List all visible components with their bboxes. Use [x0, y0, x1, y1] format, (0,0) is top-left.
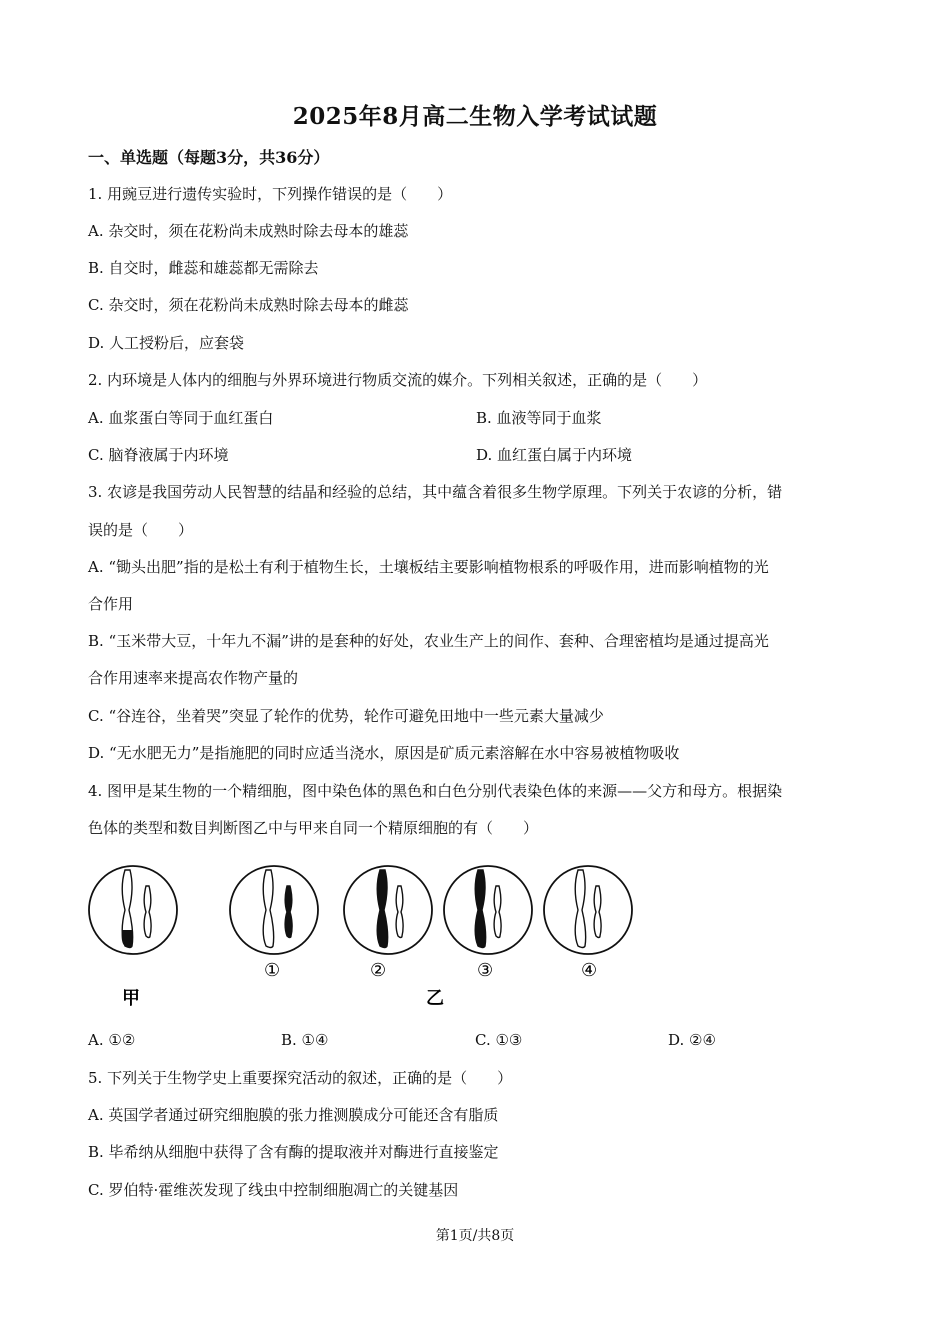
cell-4 [544, 866, 632, 954]
q4-stem-line2: 色体的类型和数目判断图乙中与甲来自同一个精原细胞的有（ ） [88, 819, 539, 837]
q5-option-a: A. 英国学者通过研究细胞膜的张力推测膜成分可能还含有脂质 [88, 1106, 499, 1124]
cell-3 [444, 866, 532, 954]
chromosome-figure [80, 856, 660, 1016]
q3-option-d: D. “无水肥无力”是指施肥的同时应适当浇水，原因是矿质元素溶解在水中容易被植物吸收 [88, 744, 680, 762]
q4-option-c: C. ①③ [475, 1031, 523, 1049]
q1-option-b: B. 自交时，雌蕊和雄蕊都无需除去 [88, 259, 319, 277]
cell-1 [230, 866, 318, 954]
cell-2 [344, 866, 432, 954]
q3-option-b-line1: B. “玉米带大豆，十年九不漏”讲的是套种的好处，农业生产上的间作、套种、合理密植均是通过提高光 [88, 632, 769, 650]
q1-option-d: D. 人工授粉后，应套袋 [88, 334, 245, 352]
q3-option-b-line2: 合作用速率来提高农作物产量的 [88, 669, 299, 687]
cell-label-3: ③ [477, 960, 494, 981]
cell-jia [89, 866, 177, 954]
q1-stem: 1. 用豌豆进行遗传实验时，下列操作错误的是（ ） [88, 185, 453, 203]
q4-option-b: B. ①④ [281, 1031, 329, 1049]
q1-option-a: A. 杂交时，须在花粉尚未成熟时除去母本的雄蕊 [88, 222, 409, 240]
cell-label-2: ② [370, 960, 387, 981]
q2-option-c: C. 脑脊液属于内环境 [88, 446, 229, 464]
q4-option-a: A. ①② [88, 1031, 136, 1049]
q3-option-a-line1: A. “锄头出肥”指的是松土有利于植物生长，土壤板结主要影响植物根系的呼吸作用，进而影响植物的光 [88, 558, 769, 576]
q3-stem-line2: 误的是（ ） [88, 521, 194, 539]
q3-stem-line1: 3. 农谚是我国劳动人民智慧的结晶和经验的总结，其中蕴含着很多生物学原理。下列关于农谚的分析，错 [88, 483, 783, 501]
q4-stem-line1: 4. 图甲是某生物的一个精细胞，图中染色体的黑色和白色分别代表染色体的来源——父方和母方。根据染 [88, 782, 783, 800]
cell-label-4: ④ [581, 960, 598, 981]
q5-option-c: C. 罗伯特·霍维茨发现了线虫中控制细胞凋亡的关键基因 [88, 1181, 459, 1199]
q1-option-c: C. 杂交时，须在花粉尚未成熟时除去母本的雌蕊 [88, 296, 409, 314]
q5-option-b: B. 毕希纳从细胞中获得了含有酶的提取液并对酶进行直接鉴定 [88, 1143, 499, 1161]
cell-label-1: ① [264, 960, 281, 981]
q3-option-c: C. “谷连谷，坐着哭”突显了轮作的优势，轮作可避免田地中一些元素大量减少 [88, 707, 604, 725]
q2-option-b: B. 血液等同于血浆 [476, 409, 602, 427]
q4-option-d: D. ②④ [668, 1031, 716, 1049]
figure-label-yi: 乙 [426, 988, 444, 1008]
page-footer: 第1页/共8页 [435, 1228, 515, 1244]
q3-option-a-line2: 合作用 [88, 595, 134, 613]
q2-option-a: A. 血浆蛋白等同于血红蛋白 [88, 409, 274, 427]
q2-option-d: D. 血红蛋白属于内环境 [476, 446, 633, 464]
section-heading: 一、单选题（每题3分，共36分） [88, 148, 330, 167]
q2-stem: 2. 内环境是人体内的细胞与外界环境进行物质交流的媒介。下列相关叙述，正确的是（ ） [88, 371, 708, 389]
q5-stem: 5. 下列关于生物学史上重要探究活动的叙述，正确的是（ ） [88, 1069, 513, 1087]
figure-label-jia: 甲 [122, 988, 140, 1008]
page-title: 2025年8月高二生物入学考试试题 [292, 103, 658, 130]
